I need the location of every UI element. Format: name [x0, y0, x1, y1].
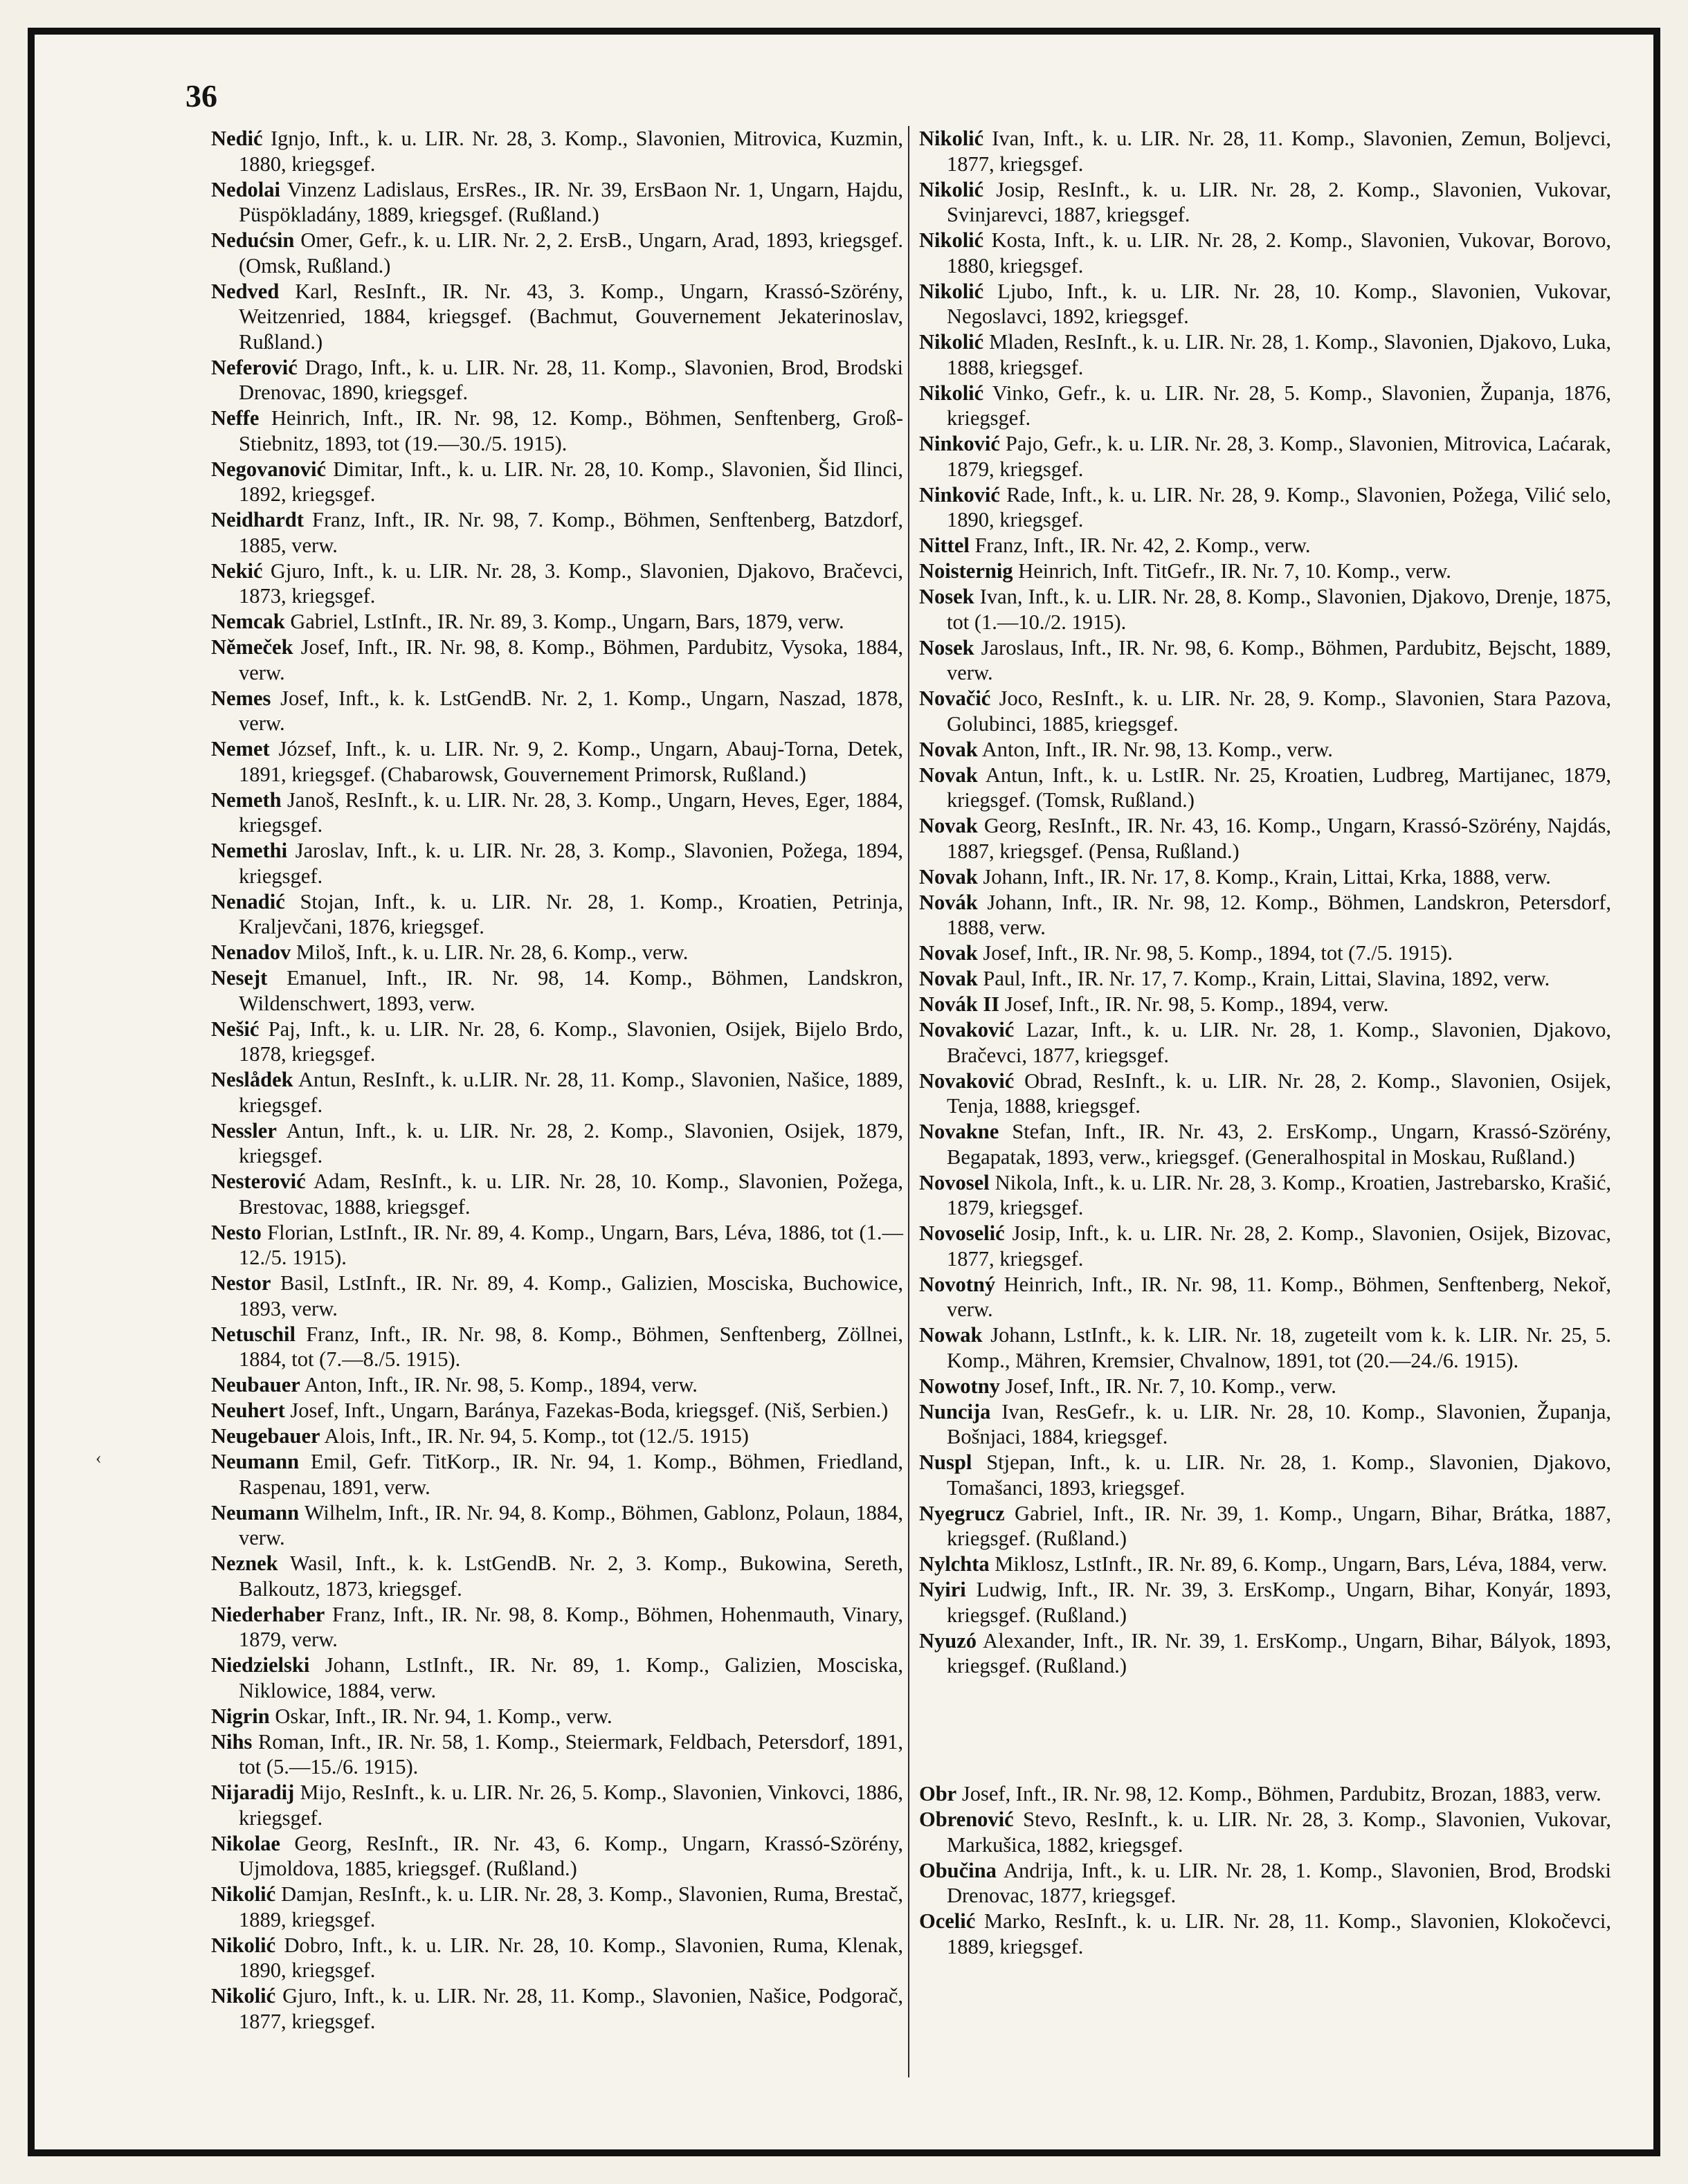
- register-entry: [919, 1450, 1611, 1500]
- register-entry: [211, 736, 903, 787]
- entry-surname: Nuspl: [919, 1450, 972, 1474]
- entry-details: Georg, ResInft., IR. Nr. 43, 6. Komp., Ungarn, Krassó-Szörény, Ujmoldova, 1885, kriegsgef. (Rußland.): [239, 1831, 903, 1880]
- entry-surname: Negovanović: [211, 457, 327, 481]
- register-entry: [919, 1781, 1611, 1807]
- register-entry: [211, 228, 903, 278]
- entry-details: Gabriel, LstInft., IR. Nr. 89, 3. Komp., Ungarn, Bars, 1879, verw.: [290, 610, 844, 633]
- register-entry: [919, 763, 1611, 813]
- entries-n: [919, 126, 1611, 1679]
- entry-surname: Nikolić: [919, 330, 984, 354]
- entry-surname: Neubauer: [211, 1373, 300, 1396]
- register-entry: [211, 1449, 903, 1500]
- entry-surname: Nikolić: [211, 1882, 276, 1906]
- entry-details: Adam, ResInft., k. u. LIR. Nr. 28, 10. Komp., Slavonien, Požega, Brestovac, 1888, kriegsgef.: [239, 1170, 904, 1219]
- register-entry: [211, 406, 903, 456]
- entry-details: Kosta, Inft., k. u. LIR. Nr. 28, 2. Komp., Slavonien, Vukovar, Borovo, 1880, kriegsgef.: [947, 228, 1611, 277]
- entry-surname: Neumann: [211, 1500, 300, 1525]
- entry-surname: Nenadić: [211, 889, 285, 913]
- entry-surname: Neslådek: [211, 1068, 293, 1091]
- entry-surname: Novosel: [919, 1170, 990, 1194]
- entry-details: Andrija, Inft., k. u. LIR. Nr. 28, 1. Komp., Slavonien, Brod, Brodski Drenovac, 1877, kriegsgef.: [947, 1858, 1611, 1907]
- entry-details: Josef, Inft., k. k. LstGendB. Nr. 2, 1. Komp., Ungarn, Naszad, 1878, verw.: [239, 686, 903, 735]
- register-entry: [919, 177, 1611, 228]
- entry-details: Anton, Inft., IR. Nr. 98, 13. Komp., verw.: [981, 737, 1333, 761]
- entry-surname: Nikolić: [919, 381, 984, 405]
- entry-surname: Nikolić: [919, 228, 984, 252]
- entry-surname: Nyiri: [919, 1578, 966, 1601]
- entry-details: Paul, Inft., IR. Nr. 17, 7. Komp., Krain, Littai, Slavina, 1892, verw.: [983, 967, 1550, 990]
- entry-surname: Novaković: [919, 1068, 1015, 1093]
- entry-surname: Neffe: [211, 406, 260, 430]
- register-entry: [919, 864, 1611, 890]
- entry-details: Gabriel, Inft., IR. Nr. 39, 1. Komp., Ungarn, Bihar, Brátka, 1887, kriegsgef. (Rußland.): [947, 1501, 1611, 1550]
- register-entry: [919, 1909, 1611, 1959]
- entry-details: Dobro, Inft., k. u. LIR. Nr. 28, 10. Komp., Slavonien, Ruma, Klenak, 1890, kriegsgef.: [239, 1933, 904, 1982]
- register-entry: [211, 889, 903, 940]
- entry-surname: Nikolić: [919, 279, 984, 303]
- register-entry: [919, 940, 1611, 966]
- entry-details: Josip, Inft., k. u. LIR. Nr. 28, 2. Komp., Slavonien, Osijek, Bizovac, 1877, kriegsgef.: [947, 1221, 1611, 1271]
- register-entry: [919, 686, 1611, 736]
- register-entry: [211, 965, 903, 1016]
- register-entry: [919, 126, 1611, 176]
- entry-details: Heinrich, Inft., IR. Nr. 98, 11. Komp., Böhmen, Senftenberg, Nekoř, verw.: [947, 1272, 1612, 1321]
- register-entry: [919, 1119, 1611, 1170]
- register-entry: [919, 1374, 1611, 1399]
- register-entry: [211, 1271, 903, 1321]
- entry-surname: Nemet: [211, 737, 270, 761]
- stray-mark: ‹: [96, 1448, 102, 1468]
- register-entry: [919, 992, 1611, 1017]
- entry-details: Roman, Inft., IR. Nr. 58, 1. Komp., Steiermark, Feldbach, Petersdorf, 1891, tot (5.—15./6. 1915).: [239, 1729, 904, 1778]
- entry-details: Josip, ResInft., k. u. LIR. Nr. 28, 2. Komp., Slavonien, Vukovar, Svinjarevci, 1887, kriegsgef.: [947, 177, 1612, 226]
- register-entry: [919, 228, 1611, 278]
- register-entry: [211, 1118, 903, 1169]
- entry-surname: Nemethi: [211, 839, 288, 862]
- entry-details: Georg, ResInft., IR. Nr. 43, 16. Komp., Ungarn, Krassó-Szörény, Najdás, 1887, kriegsgef. (Pensa, Rußland.): [947, 814, 1612, 863]
- entry-surname: Nylchta: [919, 1552, 990, 1576]
- register-entry: [919, 737, 1611, 763]
- entry-surname: Novak: [919, 763, 978, 787]
- register-entry: [211, 788, 903, 838]
- entry-details: Emil, Gefr. TitKorp., IR. Nr. 94, 1. Komp., Böhmen, Friedland, Raspenau, 1891, verw.: [239, 1450, 904, 1499]
- entry-surname: Nittel: [919, 534, 970, 557]
- entry-details: Stevo, ResInft., k. u. LIR. Nr. 28, 3. Komp., Slavonien, Vukovar, Markušica, 1882, kriegsgef.: [947, 1808, 1612, 1857]
- entry-details: Josef, Inft., IR. Nr. 98, 5. Komp., 1894, verw.: [1004, 992, 1389, 1016]
- entry-surname: Ocelić: [919, 1909, 976, 1933]
- register-entry: [919, 1068, 1611, 1119]
- entry-details: Alois, Inft., IR. Nr. 94, 5. Komp., tot (12./5. 1915): [324, 1424, 749, 1448]
- right-column: [919, 126, 1611, 1960]
- entry-surname: Niedzielski: [211, 1653, 310, 1677]
- register-entry: [919, 329, 1611, 380]
- register-entry: [919, 279, 1611, 329]
- register-entry: [211, 1983, 903, 2034]
- entry-details: Emanuel, Inft., IR. Nr. 98, 14. Komp., Böhmen, Landskron, Wildenschwert, 1893, verw.: [239, 966, 904, 1015]
- entry-surname: Neumann: [211, 1450, 300, 1473]
- entry-details: Josef, Inft., IR. Nr. 7, 10. Komp., verw.: [1005, 1374, 1336, 1398]
- register-entry: [211, 1602, 903, 1653]
- entry-surname: Nosek: [919, 635, 974, 659]
- entry-details: Gjuro, Inft., k. u. LIR. Nr. 28, 11. Komp., Slavonien, Našice, Podgorač, 1877, kriegsgef.: [239, 1984, 903, 2033]
- entry-surname: Nesejt: [211, 966, 268, 990]
- entry-details: Antun, ResInft., k. u.LIR. Nr. 28, 11. Komp., Slavonien, Našice, 1889, kriegsgef.: [239, 1068, 903, 1117]
- entry-surname: Novačić: [919, 686, 991, 710]
- register-entry: [211, 635, 903, 685]
- entry-details: Alexander, Inft., IR. Nr. 39, 1. ErsKomp., Ungarn, Bihar, Bályok, 1893, kriegsgef. (Rußland.): [947, 1628, 1611, 1677]
- register-entry: [919, 431, 1611, 482]
- entry-surname: Obučina: [919, 1858, 997, 1882]
- entry-details: Florian, LstInft., IR. Nr. 89, 4. Komp., Ungarn, Bars, Léva, 1886, tot (1.—12./5. 1915).: [239, 1220, 903, 1269]
- entry-surname: Novoselić: [919, 1221, 1005, 1245]
- entry-surname: Nedić: [211, 127, 263, 150]
- entry-surname: Nikolić: [919, 127, 984, 150]
- entry-surname: Niederhaber: [211, 1602, 325, 1626]
- entry-details: Obrad, ResInft., k. u. LIR. Nr. 28, 2. Komp., Slavonien, Osijek, Tenja, 1888, kriegsgef.: [947, 1068, 1611, 1118]
- entries-o: [919, 1781, 1611, 1959]
- entry-surname: Novak: [919, 737, 978, 761]
- register-entry: [919, 1017, 1611, 1068]
- register-entry: [919, 1577, 1611, 1628]
- register-entry: [211, 1220, 903, 1271]
- register-entry: [211, 609, 903, 635]
- entry-surname: Nedolai: [211, 177, 280, 201]
- entry-details: Wilhelm, Inft., IR. Nr. 94, 8. Komp., Böhmen, Gablonz, Polaun, 1884, verw.: [239, 1500, 903, 1549]
- entry-details: Stjepan, Inft., k. u. LIR. Nr. 28, 1. Komp., Slavonien, Djakovo, Tomašanci, 1893, kriegsgef.: [947, 1450, 1611, 1500]
- entry-surname: Nyuzó: [919, 1628, 977, 1653]
- register-entry: [919, 1322, 1611, 1373]
- entry-details: Johann, Inft., IR. Nr. 98, 12. Komp., Böhmen, Landskron, Petersdorf, 1888, verw.: [947, 890, 1612, 939]
- entry-details: Wasil, Inft., k. k. LstGendB. Nr. 2, 3. Komp., Bukowina, Sereth, Balkoutz, 1873, kriegsgef.: [239, 1551, 904, 1601]
- entry-surname: Němeček: [211, 635, 293, 659]
- register-entry: [919, 482, 1611, 533]
- entry-details: Franz, Inft., IR. Nr. 98, 8. Komp., Böhmen, Hohenmauth, Vinary, 1879, verw.: [239, 1602, 904, 1651]
- register-entry: [919, 813, 1611, 864]
- left-column: [211, 126, 903, 2035]
- entry-details: Marko, ResInft., k. u. LIR. Nr. 28, 11. Komp., Slavonien, Klokočevci, 1889, kriegsgef.: [947, 1909, 1612, 1958]
- entry-details: Mladen, ResInft., k. u. LIR. Nr. 28, 1. Komp., Slavonien, Djakovo, Luka, 1888, kriegsgef.: [947, 330, 1612, 379]
- entry-details: Vinko, Gefr., k. u. LIR. Nr. 28, 5. Komp., Slavonien, Županja, 1876, kriegsgef.: [947, 381, 1611, 430]
- register-entry: [919, 1501, 1611, 1551]
- entry-details: Karl, ResInft., IR. Nr. 43, 3. Komp., Ungarn, Krassó-Szörény, Weitzenried, 1884, kriegsgef. (Bachmut, Gouvernement Jekaterinoslav, Rußland.): [239, 279, 904, 354]
- entry-details: Josef, Inft., IR. Nr. 98, 5. Komp., 1894, tot (7./5. 1915).: [983, 941, 1453, 965]
- entry-details: Antun, Inft., k. u. LIR. Nr. 28, 2. Komp., Slavonien, Osijek, 1879, kriegsgef.: [239, 1118, 903, 1167]
- entry-details: Basil, LstInft., IR. Nr. 89, 4. Komp., Galizien, Mosciska, Buchowice, 1893, verw.: [239, 1271, 904, 1320]
- entry-details: Johann, LstInft., IR. Nr. 89, 1. Komp., Galizien, Mosciska, Niklowice, 1884, verw.: [239, 1653, 904, 1702]
- entry-details: Ludwig, Inft., IR. Nr. 39, 3. ErsKomp., Ungarn, Bihar, Konyár, 1893, kriegsgef. (Rußland.): [947, 1578, 1612, 1627]
- register-entry: [211, 126, 903, 176]
- register-entry: [211, 1831, 903, 1882]
- entry-details: Franz, Inft., IR. Nr. 98, 7. Komp., Böhmen, Senftenberg, Batzdorf, 1885, verw.: [239, 508, 904, 557]
- register-entry: [211, 686, 903, 736]
- entry-details: Vinzenz Ladislaus, ErsRes., IR. Nr. 39, ErsBaon Nr. 1, Ungarn, Hajdu, Püspökladány, 1889, kriegsgef. (Rußland.): [239, 177, 903, 226]
- entry-details: Antun, Inft., k. u. LstIR. Nr. 25, Kroatien, Ludbreg, Martijanec, 1879, kriegsgef. (Tomsk, Rußland.): [947, 763, 1611, 812]
- entry-surname: Obrenović: [919, 1808, 1014, 1831]
- entry-surname: Nyegrucz: [919, 1501, 1005, 1525]
- register-entry: [211, 507, 903, 558]
- register-entry: [211, 355, 903, 406]
- register-entry: [211, 1704, 903, 1729]
- entry-details: Dimitar, Inft., k. u. LIR. Nr. 28, 10. Komp., Slavonien, Šid Ilinci, 1892, kriegsgef.: [239, 457, 903, 506]
- entry-surname: Nikolić: [211, 1984, 276, 2008]
- entry-details: Damjan, ResInft., k. u. LIR. Nr. 28, 3. Komp., Slavonien, Ruma, Brestač, 1889, kriegsgef.: [239, 1882, 904, 1931]
- entry-surname: Novak: [919, 814, 978, 837]
- register-entry: [919, 1221, 1611, 1271]
- entry-details: Rade, Inft., k. u. LIR. Nr. 28, 9. Komp., Slavonien, Požega, Vilić selo, 1890, kriegsgef.: [947, 482, 1612, 531]
- entry-surname: Novák: [919, 890, 978, 914]
- entry-surname: Nowotny: [919, 1374, 1000, 1398]
- entry-details: Miloš, Inft., k. u. LIR. Nr. 28, 6. Komp., verw.: [296, 940, 689, 964]
- register-entry: [211, 1423, 903, 1449]
- register-entry: [919, 1628, 1611, 1679]
- entry-surname: Nemes: [211, 686, 271, 710]
- entry-surname: Novakne: [919, 1120, 999, 1143]
- register-entry: [919, 584, 1611, 635]
- register-entry: [211, 558, 903, 609]
- entry-details: Drago, Inft., k. u. LIR. Nr. 28, 11. Komp., Slavonien, Brod, Brodski Drenovac, 1890, kriegsgef.: [239, 355, 904, 404]
- entry-details: Anton, Inft., IR. Nr. 98, 5. Komp., 1894, verw.: [304, 1373, 698, 1396]
- register-entry: [919, 558, 1611, 584]
- entry-surname: Nemcak: [211, 610, 285, 633]
- entry-details: Stefan, Inft., IR. Nr. 43, 2. ErsKomp., Ungarn, Krassó-Szörény, Begapatak, 1893, verw., kriegsgef. (Generalhospital in Moskau, Rußland.): [947, 1120, 1611, 1169]
- column-divider: [908, 126, 909, 2077]
- entry-details: Heinrich, Inft., IR. Nr. 98, 12. Komp., Böhmen, Senftenberg, Groß-Stiebnitz, 1893, tot (19.—30./5. 1915).: [239, 406, 904, 455]
- entry-details: Jaroslaus, Inft., IR. Nr. 98, 6. Komp., Böhmen, Pardubitz, Bejscht, 1889, verw.: [947, 635, 1611, 684]
- register-entry: [211, 1017, 903, 1067]
- entry-surname: Neuhert: [211, 1399, 285, 1422]
- register-entry: [211, 1372, 903, 1398]
- register-entry: [211, 177, 903, 228]
- entry-surname: Nuncija: [919, 1399, 991, 1423]
- register-entry: [211, 1322, 903, 1372]
- register-entry: [211, 1551, 903, 1601]
- entry-surname: Nikolić: [211, 1933, 276, 1957]
- entry-details: Franz, Inft., IR. Nr. 42, 2. Komp., verw.: [974, 534, 1311, 557]
- entry-details: Jaroslav, Inft., k. u. LIR. Nr. 28, 3. Komp., Slavonien, Požega, 1894, kriegsgef.: [239, 839, 903, 888]
- entry-surname: Neidhardt: [211, 508, 304, 531]
- register-entry: [211, 457, 903, 507]
- entry-details: Johann, Inft., IR. Nr. 17, 8. Komp., Krain, Littai, Krka, 1888, verw.: [983, 864, 1551, 889]
- entry-details: Josef, Inft., IR. Nr. 98, 8. Komp., Böhmen, Pardubitz, Vysoka, 1884, verw.: [239, 635, 904, 684]
- entry-surname: Nedućsin: [211, 228, 295, 252]
- entry-details: Ivan, Inft., k. u. LIR. Nr. 28, 11. Komp., Slavonien, Zemun, Boljevci, 1877, kriegsgef.: [947, 127, 1612, 176]
- entry-surname: Nekić: [211, 558, 263, 583]
- entry-details: Heinrich, Inft. TitGefr., IR. Nr. 7, 10. Komp., verw.: [1018, 559, 1451, 583]
- entry-details: Oskar, Inft., IR. Nr. 94, 1. Komp., verw.: [275, 1704, 612, 1728]
- register-entry: [919, 381, 1611, 431]
- entry-details: József, Inft., k. u. LIR. Nr. 9, 2. Komp., Ungarn, Abauj-Torna, Detek, 1891, kriegsgef. (Chabarowsk, Gouvernement Primorsk, Rußland.): [239, 737, 904, 786]
- register-entry: [211, 1398, 903, 1423]
- register-entry: [919, 890, 1611, 940]
- entry-details: Johann, LstInft., k. k. LIR. Nr. 18, zugeteilt vom k. k. LIR. Nr. 25, 5. Komp., Mähren, Kremsier, Chvalnow, 1891, tot (20.—24./6. 1915).: [947, 1323, 1611, 1372]
- entry-details: Omer, Gefr., k. u. LIR. Nr. 2, 2. ErsB., Ungarn, Arad, 1893, kriegsgef. (Omsk, Rußland.): [239, 228, 903, 277]
- entry-surname: Novák II: [919, 992, 1000, 1016]
- register-entry: [919, 635, 1611, 686]
- register-entry: [919, 1858, 1611, 1909]
- entry-surname: Nikolić: [919, 177, 984, 201]
- entry-details: Paj, Inft., k. u. LIR. Nr. 28, 6. Komp., Slavonien, Osijek, Bijelo Brdo, 1878, kriegsgef.: [239, 1017, 904, 1066]
- entry-surname: Novak: [919, 864, 978, 889]
- entry-surname: Novak: [919, 941, 978, 965]
- entry-surname: Novaković: [919, 1018, 1015, 1041]
- entry-details: Ivan, Inft., k. u. LIR. Nr. 28, 8. Komp., Slavonien, Djakovo, Drenje, 1875, tot (1.—10./2. 1915).: [947, 585, 1611, 634]
- entry-surname: Nikolae: [211, 1831, 280, 1855]
- register-entry: [919, 1807, 1611, 1857]
- entry-details: Pajo, Gefr., k. u. LIR. Nr. 28, 3. Komp., Slavonien, Mitrovica, Laćarak, 1879, kriegsgef.: [947, 432, 1612, 481]
- register-entry: [211, 279, 903, 355]
- entry-surname: Obr: [919, 1782, 957, 1805]
- entry-surname: Nenadov: [211, 940, 291, 964]
- entry-details: Ivan, ResGefr., k. u. LIR. Nr. 28, 10. Komp., Slavonien, Županja, Bošnjaci, 1884, kriegsgef.: [947, 1399, 1611, 1448]
- register-entry: [919, 1272, 1611, 1322]
- entry-surname: Nigrin: [211, 1704, 270, 1728]
- entry-details: Stojan, Inft., k. u. LIR. Nr. 28, 1. Komp., Kroatien, Petrinja, Kraljevčani, 1876, kriegsgef.: [239, 889, 904, 938]
- entry-surname: Nedved: [211, 279, 280, 303]
- entry-surname: Nestor: [211, 1271, 271, 1295]
- entry-details: Janoš, ResInft., k. u. LIR. Nr. 28, 3. Komp., Ungarn, Heves, Eger, 1884, kriegsgef.: [239, 788, 903, 837]
- register-entry: [211, 940, 903, 965]
- register-entry: [211, 1500, 903, 1551]
- register-entry: [211, 1169, 903, 1219]
- register-entry: [919, 1170, 1611, 1221]
- entry-details: Joco, ResInft., k. u. LIR. Nr. 28, 9. Komp., Slavonien, Stara Pazova, Golubinci, 1885, kriegsgef.: [947, 686, 1611, 736]
- entry-surname: Neferović: [211, 355, 298, 379]
- register-entry: [919, 1399, 1611, 1450]
- section-gap: [919, 1679, 1611, 1781]
- entry-details: Nikola, Inft., k. u. LIR. Nr. 28, 3. Komp., Kroatien, Jastrebarsko, Krašić, 1879, kriegsgef.: [947, 1170, 1612, 1219]
- entry-details: Ignjo, Inft., k. u. LIR. Nr. 28, 3. Komp., Slavonien, Mitrovica, Kuzmin, 1880, kriegsgef.: [239, 127, 903, 176]
- entry-details: Miklosz, LstInft., IR. Nr. 89, 6. Komp., Ungarn, Bars, Léva, 1884, verw.: [995, 1552, 1608, 1576]
- entry-surname: Noisternig: [919, 559, 1013, 583]
- register-entry: [211, 1882, 903, 1932]
- entry-details: Franz, Inft., IR. Nr. 98, 8. Komp., Böhmen, Senftenberg, Zöllnei, 1884, tot (7.—8./5. 1915).: [239, 1322, 903, 1371]
- entry-surname: Nihs: [211, 1729, 253, 1754]
- register-entry: [211, 1933, 903, 1983]
- entry-surname: Nosek: [919, 585, 974, 608]
- register-entry: [211, 1653, 903, 1703]
- entry-details: Ljubo, Inft., k. u. LIR. Nr. 28, 10. Komp., Slavonien, Vukovar, Negoslavci, 1892, kriegsgef.: [947, 279, 1612, 328]
- entry-surname: Netuschil: [211, 1322, 296, 1346]
- entry-details: Mijo, ResInft., k. u. LIR. Nr. 26, 5. Komp., Slavonien, Vinkovci, 1886, kriegsgef.: [239, 1781, 903, 1830]
- entry-details: Gjuro, Inft., k. u. LIR. Nr. 28, 3. Komp., Slavonien, Djakovo, Bračevci, 1873, kriegsgef.: [239, 558, 903, 608]
- entry-surname: Nesterović: [211, 1170, 306, 1193]
- entry-surname: Nessler: [211, 1118, 277, 1143]
- entry-surname: Neznek: [211, 1551, 278, 1575]
- register-entry: [211, 1067, 903, 1118]
- entry-surname: Nešić: [211, 1017, 260, 1041]
- entry-surname: Nowak: [919, 1323, 983, 1347]
- entry-surname: Nemeth: [211, 788, 282, 812]
- register-entry: [919, 533, 1611, 558]
- entry-surname: Ninković: [919, 482, 1000, 507]
- page-number: 36: [185, 78, 217, 113]
- entry-surname: Novotný: [919, 1272, 996, 1296]
- entry-surname: Nesto: [211, 1220, 262, 1244]
- register-entry: [919, 966, 1611, 992]
- entry-details: Lazar, Inft., k. u. LIR. Nr. 28, 1. Komp., Slavonien, Djakovo, Bračevci, 1877, kriegsgef.: [947, 1018, 1612, 1067]
- entry-surname: Neugebauer: [211, 1424, 320, 1448]
- entry-surname: Nijaradij: [211, 1781, 295, 1804]
- register-entry: [919, 1551, 1611, 1577]
- entry-surname: Ninković: [919, 432, 1000, 455]
- register-entry: [211, 1780, 903, 1830]
- register-entry: [211, 1729, 903, 1780]
- entry-details: Josef, Inft., Ungarn, Baránya, Fazekas-Boda, kriegsgef. (Niš, Serbien.): [290, 1399, 889, 1422]
- entry-details: Josef, Inft., IR. Nr. 98, 12. Komp., Böhmen, Pardubitz, Brozan, 1883, verw.: [961, 1782, 1601, 1805]
- register-entry: [211, 838, 903, 889]
- entry-surname: Novak: [919, 967, 978, 990]
